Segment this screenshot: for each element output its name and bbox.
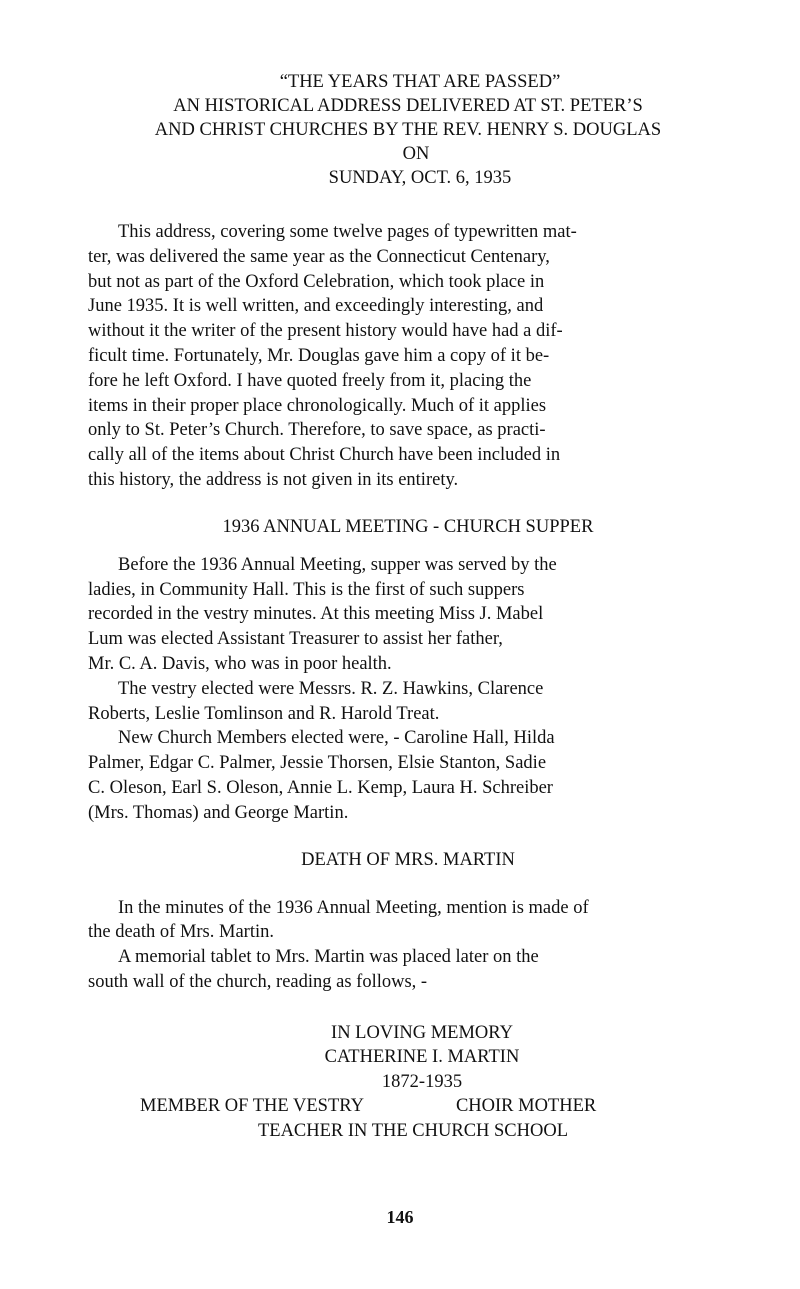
section-heading-death: DEATH OF MRS. MARTIN — [301, 849, 515, 870]
text-line: ladies, in Community Hall. This is the first of such suppers — [88, 579, 525, 600]
title-line: AN HISTORICAL ADDRESS DELIVERED AT ST. PETER’S — [173, 96, 643, 116]
memorial-name: CATHERINE I. MARTIN — [324, 1047, 520, 1068]
text-line: In the minutes of the 1936 Annual Meeting, mention is made of — [118, 897, 589, 918]
memorial-role-vestry: MEMBER OF THE VESTRY — [140, 1096, 364, 1117]
title-line: AND CHRIST CHURCHES BY THE REV. HENRY S. DOUGLAS — [154, 120, 662, 140]
text-line: (Mrs. Thomas) and George Martin. — [88, 802, 349, 823]
text-line: The vestry elected were Messrs. R. Z. Hawkins, Clarence — [118, 678, 544, 699]
memorial-dates: 1872-1935 — [381, 1071, 463, 1092]
memorial-line: IN LOVING MEMORY — [331, 1022, 513, 1043]
title-line: ON — [402, 144, 430, 164]
text-line: ter, was delivered the same year as the Connecticut Centenary, — [88, 246, 550, 267]
text-line: Roberts, Leslie Tomlinson and R. Harold Treat. — [88, 703, 440, 724]
text-line: This address, covering some twelve pages of typewritten mat- — [118, 222, 577, 242]
document-page — [88, 70, 768, 1143]
section-heading-annual-meeting: 1936 ANNUAL MEETING - CHURCH SUPPER — [222, 516, 594, 537]
title-line: SUNDAY, OCT. 6, 1935 — [328, 168, 512, 188]
text-line: fore he left Oxford. I have quoted freely from it, placing the — [88, 370, 532, 391]
death-paragraph — [88, 896, 768, 995]
text-line: ficult time. Fortunately, Mr. Douglas gave him a copy of it be- — [88, 345, 550, 366]
memorial-role-teacher: TEACHER IN THE CHURCH SCHOOL — [257, 1120, 569, 1141]
text-line: without it the writer of the present history would have had a dif- — [88, 321, 563, 342]
address-title — [88, 70, 728, 190]
memorial-roles-row — [88, 1094, 768, 1119]
text-line: the death of Mrs. Martin. — [88, 922, 274, 943]
text-line: Before the 1936 Annual Meeting, supper was served by the — [118, 554, 557, 575]
text-line: Mr. C. A. Davis, who was in poor health. — [88, 653, 392, 674]
text-line: Lum was elected Assistant Treasurer to assist her father, — [88, 629, 503, 650]
intro-paragraph — [88, 220, 768, 493]
memorial-role-choir: CHOIR MOTHER — [455, 1096, 597, 1117]
text-line: only to St. Peter’s Church. Therefore, to save space, as practi- — [88, 420, 546, 441]
text-line: cally all of the items about Christ Church have been included in — [88, 445, 561, 466]
text-line: C. Oleson, Earl S. Oleson, Annie L. Kemp, Laura H. Schreiber — [88, 777, 553, 798]
memorial-tablet-inscription — [88, 1021, 768, 1144]
text-line: New Church Members elected were, - Caroline Hall, Hilda — [118, 728, 555, 749]
text-line: Palmer, Edgar C. Palmer, Jessie Thorsen, Elsie Stanton, Sadie — [88, 753, 547, 774]
text-line: recorded in the vestry minutes. At this meeting Miss J. Mabel — [88, 604, 544, 625]
text-line: this history, the address is not given in its entirety. — [88, 469, 459, 490]
text-line: A memorial tablet to Mrs. Martin was placed later on the — [118, 947, 539, 968]
text-line: June 1935. It is well written, and exceedingly interesting, and — [88, 296, 544, 317]
page-number: 146 — [386, 1207, 414, 1227]
title-line: “THE YEARS THAT ARE PASSED” — [279, 72, 561, 92]
text-line: but not as part of the Oxford Celebration, which took place in — [88, 271, 545, 292]
text-line: south wall of the church, reading as follows, - — [88, 971, 428, 992]
text-line: items in their proper place chronologically. Much of it applies — [88, 395, 547, 416]
annual-meeting-paragraph — [88, 553, 768, 826]
